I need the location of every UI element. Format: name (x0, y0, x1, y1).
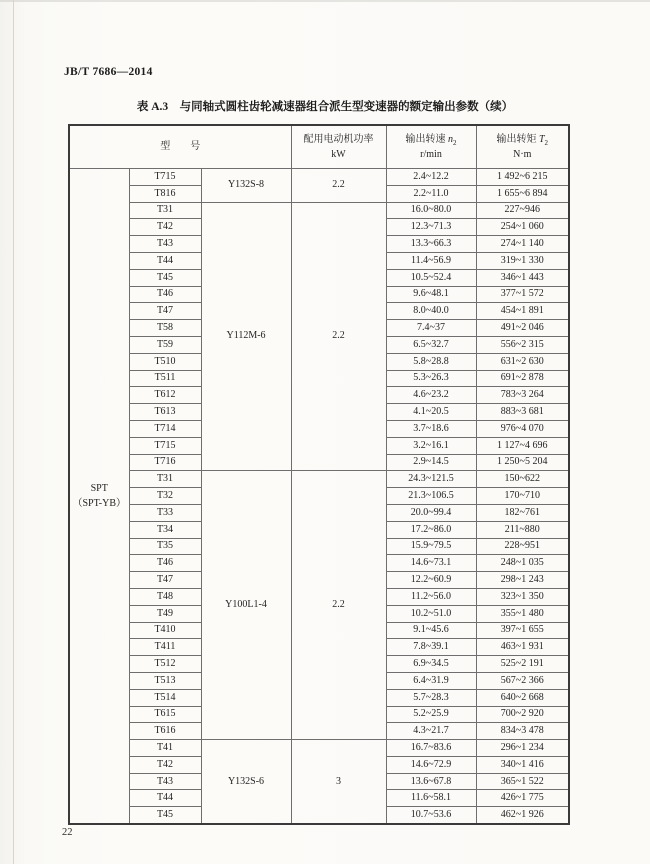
output-torque-cell: 567~2 366 (476, 672, 569, 689)
output-speed-cell: 12.3~71.3 (386, 219, 476, 236)
series-name-cell (69, 169, 129, 825)
model-cell: T31 (129, 471, 201, 488)
model-cell: T46 (129, 555, 201, 572)
torque-symbol-subscript: 2 (544, 138, 549, 147)
rated-output-parameters-table (68, 124, 570, 825)
model-cell: T613 (129, 404, 201, 421)
output-speed-cell: 16.7~83.6 (386, 740, 476, 757)
scan-top-edge (0, 0, 650, 2)
output-speed-cell: 4.1~20.5 (386, 404, 476, 421)
output-speed-cell: 14.6~72.9 (386, 756, 476, 773)
output-speed-cell: 17.2~86.0 (386, 521, 476, 538)
output-speed-cell: 11.4~56.9 (386, 252, 476, 269)
scan-fold-line (13, 0, 14, 864)
output-torque-cell: 491~2 046 (476, 320, 569, 337)
model-cell: T512 (129, 656, 201, 673)
model-cell: T59 (129, 336, 201, 353)
col-header-model (69, 125, 291, 169)
output-torque-cell: 691~2 878 (476, 370, 569, 387)
output-speed-cell: 10.5~52.4 (386, 269, 476, 286)
output-torque-cell: 377~1 572 (476, 286, 569, 303)
output-torque-cell: 346~1 443 (476, 269, 569, 286)
speed-header-label: 输出转速 $n_2$ (405, 133, 457, 147)
motor-power-cell: 2.2 (291, 471, 386, 740)
model-cell: T41 (129, 740, 201, 757)
table-row (69, 740, 569, 757)
output-speed-cell: 5.7~28.3 (386, 689, 476, 706)
model-cell: T410 (129, 622, 201, 639)
output-speed-cell: 11.6~58.1 (386, 790, 476, 807)
model-cell: T513 (129, 672, 201, 689)
power-header-unit: kW (331, 149, 346, 160)
output-torque-cell: 525~2 191 (476, 656, 569, 673)
model-cell: T715 (129, 169, 201, 186)
motor-power-cell: 2.2 (291, 202, 386, 471)
col-header-motor-power (291, 125, 386, 169)
output-speed-cell: 11.2~56.0 (386, 588, 476, 605)
output-torque-cell: 1 127~4 696 (476, 437, 569, 454)
output-torque-cell: 170~710 (476, 488, 569, 505)
output-speed-cell: 10.7~53.6 (386, 807, 476, 824)
output-speed-cell: 15.9~79.5 (386, 538, 476, 555)
table-body (69, 169, 569, 825)
torque-header-unit: N·m (513, 149, 532, 160)
table-row (69, 202, 569, 219)
model-cell: T714 (129, 420, 201, 437)
output-torque-cell: 783~3 264 (476, 387, 569, 404)
speed-symbol: n (448, 133, 454, 145)
model-cell: T42 (129, 756, 201, 773)
table-row (69, 471, 569, 488)
output-torque-cell: 1 655~6 894 (476, 185, 569, 202)
output-speed-cell: 9.1~45.6 (386, 622, 476, 639)
model-cell: T43 (129, 773, 201, 790)
output-torque-cell: 1 250~5 204 (476, 454, 569, 471)
output-torque-cell: 211~880 (476, 521, 569, 538)
header-row (69, 125, 569, 169)
output-torque-cell: 274~1 140 (476, 236, 569, 253)
col-header-output-torque (476, 125, 569, 169)
output-speed-cell: 10.2~51.0 (386, 605, 476, 622)
output-speed-cell: 5.2~25.9 (386, 706, 476, 723)
output-speed-cell: 6.5~32.7 (386, 336, 476, 353)
model-cell: T31 (129, 202, 201, 219)
output-speed-cell: 21.3~106.5 (386, 488, 476, 505)
output-speed-cell: 9.6~48.1 (386, 286, 476, 303)
output-speed-cell: 5.3~26.3 (386, 370, 476, 387)
model-cell: T716 (129, 454, 201, 471)
output-torque-cell: 397~1 655 (476, 622, 569, 639)
output-speed-cell: 3.2~16.1 (386, 437, 476, 454)
output-speed-cell: 7.4~37 (386, 320, 476, 337)
model-cell: T514 (129, 689, 201, 706)
series-name-line2: （SPT-YB） (72, 498, 127, 510)
output-speed-cell: 8.0~40.0 (386, 303, 476, 320)
output-torque-cell: 834~3 478 (476, 723, 569, 740)
output-speed-cell: 4.6~23.2 (386, 387, 476, 404)
output-torque-cell: 462~1 926 (476, 807, 569, 824)
output-speed-cell: 13.3~66.3 (386, 236, 476, 253)
model-cell: T35 (129, 538, 201, 555)
output-speed-cell: 2.4~12.2 (386, 169, 476, 186)
model-cell: T816 (129, 185, 201, 202)
torque-header-label: 输出转矩 $T_2$ (496, 133, 549, 147)
table-caption: 表 A.3 与同轴式圆柱齿轮减速器组合派生型变速器的额定输出参数（续） (136, 101, 514, 113)
motor-model-cell: Y132S-8 (201, 169, 291, 203)
model-cell: T615 (129, 706, 201, 723)
model-cell: T34 (129, 521, 201, 538)
output-speed-cell: 5.8~28.8 (386, 353, 476, 370)
model-cell: T49 (129, 605, 201, 622)
output-torque-cell: 254~1 060 (476, 219, 569, 236)
model-cell: T43 (129, 236, 201, 253)
output-torque-cell: 296~1 234 (476, 740, 569, 757)
model-cell: T44 (129, 790, 201, 807)
output-torque-cell: 340~1 416 (476, 756, 569, 773)
output-torque-cell: 1 492~6 215 (476, 169, 569, 186)
output-torque-cell: 150~622 (476, 471, 569, 488)
speed-header-unit: r/min (420, 149, 442, 160)
model-cell: T33 (129, 504, 201, 521)
output-torque-cell: 631~2 630 (476, 353, 569, 370)
model-cell: T47 (129, 572, 201, 589)
output-torque-cell: 355~1 480 (476, 605, 569, 622)
output-speed-cell: 14.6~73.1 (386, 555, 476, 572)
model-cell: T42 (129, 219, 201, 236)
model-header-label: 型 号 (160, 141, 201, 153)
output-torque-cell: 556~2 315 (476, 336, 569, 353)
output-speed-cell: 20.0~99.4 (386, 504, 476, 521)
output-torque-cell: 883~3 681 (476, 404, 569, 421)
output-torque-cell: 248~1 035 (476, 555, 569, 572)
output-speed-cell: 3.7~18.6 (386, 420, 476, 437)
model-cell: T510 (129, 353, 201, 370)
output-speed-cell: 13.6~67.8 (386, 773, 476, 790)
speed-symbol-subscript: 2 (453, 138, 457, 147)
output-speed-cell: 7.8~39.1 (386, 639, 476, 656)
model-cell: T48 (129, 588, 201, 605)
output-speed-cell: 2.2~11.0 (386, 185, 476, 202)
output-torque-cell: 454~1 891 (476, 303, 569, 320)
output-torque-cell: 976~4 070 (476, 420, 569, 437)
model-cell: T511 (129, 370, 201, 387)
output-speed-cell: 16.0~80.0 (386, 202, 476, 219)
output-torque-cell: 640~2 668 (476, 689, 569, 706)
standard-number: JB/T 7686—2014 (64, 66, 153, 78)
motor-model-cell: Y100L1-4 (201, 471, 291, 740)
model-cell: T47 (129, 303, 201, 320)
table-row (69, 169, 569, 186)
power-header-label: 配用电动机功率 (303, 133, 374, 145)
motor-power-cell: 3 (291, 740, 386, 824)
series-name-line1: SPT (90, 483, 108, 495)
output-speed-cell: 4.3~21.7 (386, 723, 476, 740)
model-cell: T411 (129, 639, 201, 656)
output-speed-cell: 6.9~34.5 (386, 656, 476, 673)
output-torque-cell: 700~2 920 (476, 706, 569, 723)
output-torque-cell: 227~946 (476, 202, 569, 219)
output-speed-cell: 24.3~121.5 (386, 471, 476, 488)
output-torque-cell: 182~761 (476, 504, 569, 521)
output-speed-cell: 2.9~14.5 (386, 454, 476, 471)
torque-symbol: T (538, 133, 545, 145)
model-cell: T58 (129, 320, 201, 337)
output-speed-cell: 12.2~60.9 (386, 572, 476, 589)
output-torque-cell: 323~1 350 (476, 588, 569, 605)
col-header-output-speed (386, 125, 476, 169)
model-cell: T612 (129, 387, 201, 404)
model-cell: T45 (129, 807, 201, 824)
output-torque-cell: 365~1 522 (476, 773, 569, 790)
model-cell: T44 (129, 252, 201, 269)
model-cell: T45 (129, 269, 201, 286)
model-cell: T715 (129, 437, 201, 454)
model-cell: T32 (129, 488, 201, 505)
model-cell: T46 (129, 286, 201, 303)
motor-model-cell: Y112M-6 (201, 202, 291, 471)
output-speed-cell: 6.4~31.9 (386, 672, 476, 689)
motor-model-cell: Y132S-6 (201, 740, 291, 824)
output-torque-cell: 426~1 775 (476, 790, 569, 807)
model-cell: T616 (129, 723, 201, 740)
output-torque-cell: 319~1 330 (476, 252, 569, 269)
output-torque-cell: 298~1 243 (476, 572, 569, 589)
page-number: 22 (62, 827, 73, 838)
motor-power-cell: 2.2 (291, 169, 386, 203)
output-torque-cell: 463~1 931 (476, 639, 569, 656)
output-torque-cell: 228~951 (476, 538, 569, 555)
